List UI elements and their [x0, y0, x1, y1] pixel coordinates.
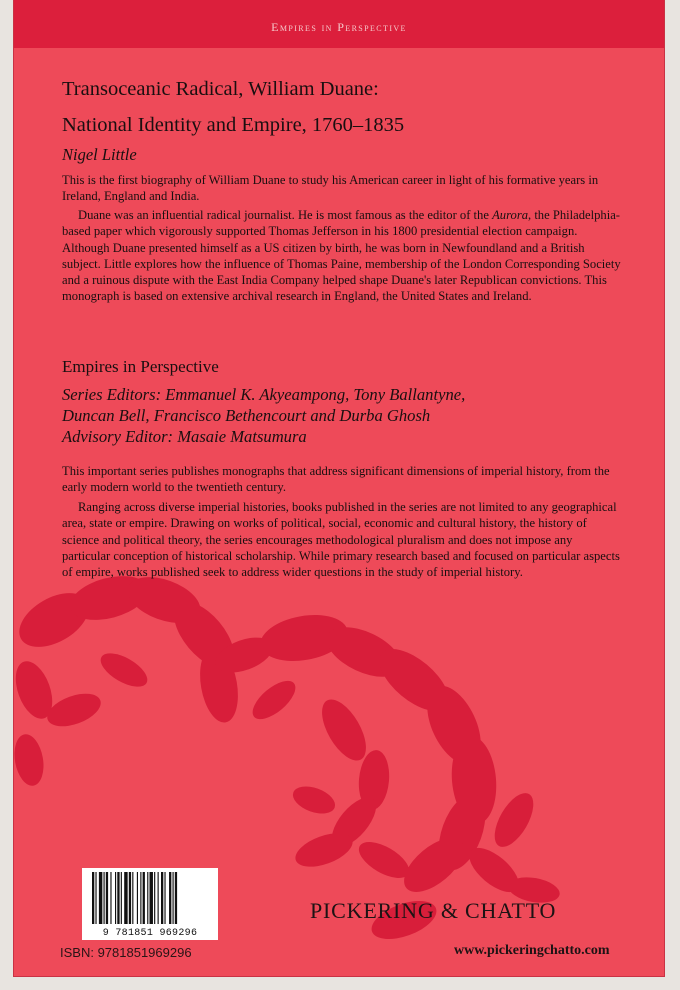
- barcode-bars: [90, 872, 210, 928]
- barcode-bar: [137, 872, 138, 924]
- book-title-line-1: Transoceanic Radical, William Duane:: [62, 78, 379, 100]
- publisher-name: PICKERING & CHATTO: [310, 898, 557, 923]
- barcode-bar: [132, 872, 133, 924]
- barcode-digits: 9 781851 969296: [102, 928, 198, 939]
- barcode-bar: [115, 872, 116, 924]
- isbn-barcode: [82, 868, 218, 940]
- barcode-bar: [161, 872, 163, 924]
- barcode-bar: [154, 872, 155, 924]
- book-author: Nigel Little: [62, 145, 137, 164]
- barcode-bar: [95, 872, 96, 924]
- barcode-bar: [99, 872, 102, 924]
- description-p2-end: , the Philadelphia-based paper which vigorously supported Thomas Jefferson in his 1800 presidential election campaign. Although Duane presented himself as a US citizen by birth, he was born in Newfoundland and a British subject. Little explores how the influence of Thomas Paine, membership of the London Corresponding Society and a ruinous dispute with the East India Company helped shape Duane's later Republican convictions. This monograph is based on extensive archival research in England, the United States and Ireland.: [62, 208, 621, 304]
- barcode-bar: [106, 872, 108, 924]
- barcode-bar: [150, 872, 153, 924]
- series-editors-line-1: Series Editors: Emmanuel K. Akyeampong, Tony Ballantyne,: [62, 385, 466, 404]
- barcode-bar: [169, 872, 171, 924]
- barcode-bar: [104, 872, 105, 924]
- description-paragraph-1: This is the first biography of William Duane to study his American career in light of his formative years in Ireland, England and India.: [62, 173, 599, 204]
- barcode-bar: [124, 872, 127, 924]
- barcode-bar: [143, 872, 145, 924]
- series-heading: Empires in Perspective: [62, 357, 219, 376]
- barcode-bar: [92, 872, 94, 924]
- series-band: [14, 0, 664, 48]
- series-band-label: Empires in Perspective: [271, 20, 407, 34]
- series-editors: [62, 384, 622, 447]
- aurora-title: Aurora: [492, 208, 529, 222]
- barcode-bar: [147, 872, 148, 924]
- barcode-bar: [175, 872, 177, 924]
- barcode-bar: [117, 872, 119, 924]
- series-paragraph-1: This important series publishes monographs that address significant dimensions of imperial history, from the early modern world to the twentieth century.: [62, 464, 610, 495]
- barcode-bar: [129, 872, 131, 924]
- barcode-bar: [158, 872, 159, 924]
- barcode-bar: [140, 872, 141, 924]
- book-back-cover: [14, 0, 664, 976]
- book-title-line-2: National Identity and Empire, 1760–1835: [62, 114, 405, 136]
- barcode-bar: [121, 872, 122, 924]
- series-paragraph-2: Ranging across diverse imperial histories, books published in the series are not limited to any geographical area, state or empire. Drawing on works of political, social, economic and cultural history, the history of science and political theory, the series encourages methodological pluralism and does not impose any particular conception of historical scholarship. While primary research based and focused on particular aspects of empire, works published seek to address wider questions in the study of imperial history.: [62, 500, 620, 580]
- description-paragraph-2: [62, 207, 622, 305]
- barcode-bar: [173, 872, 174, 924]
- advisory-editor: Advisory Editor: Masaie Matsumura: [62, 427, 307, 446]
- publisher-website: www.pickeringchatto.com: [454, 943, 610, 958]
- series-editors-line-2: Duncan Bell, Francisco Bethencourt and Durba Ghosh: [62, 406, 431, 425]
- description-p2-start: Duane was an influential radical journalist. He is most famous as the editor of the: [78, 208, 493, 222]
- barcode-bar: [110, 872, 111, 924]
- isbn-number: ISBN: 9781851969296: [60, 945, 192, 960]
- barcode-bar: [164, 872, 165, 924]
